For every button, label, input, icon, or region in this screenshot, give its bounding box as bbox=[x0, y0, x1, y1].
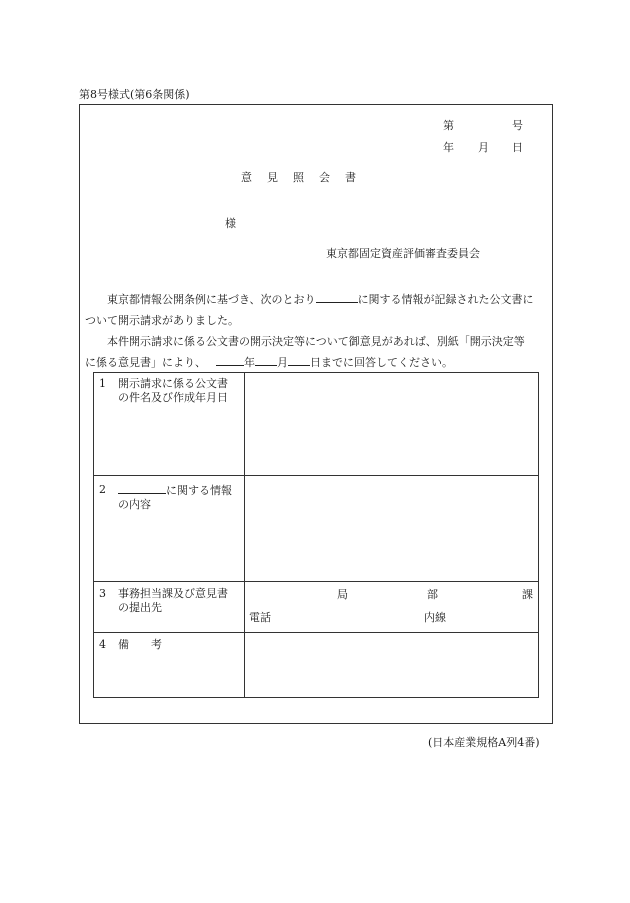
row-label-line: 備 考 bbox=[118, 638, 162, 651]
header-nichi: 日 bbox=[512, 141, 523, 154]
p2-blank-year bbox=[216, 355, 244, 366]
row-number: 1 bbox=[99, 377, 106, 390]
header-gatsu: 月 bbox=[478, 141, 489, 154]
header-nen: 年 bbox=[443, 141, 454, 154]
row-3-naisen: 内線 bbox=[424, 611, 446, 624]
row-label-line: 開示請求に係る公文書 bbox=[118, 377, 228, 390]
row-number: 2 bbox=[99, 483, 106, 496]
p2-nen: 年 bbox=[244, 356, 255, 369]
row-label-line: 事務担当課及び意見書 bbox=[118, 587, 228, 600]
row-number: 3 bbox=[99, 587, 106, 600]
row-number: 4 bbox=[99, 638, 106, 651]
p1-before: 東京都情報公開条例に基づき、次のとおり bbox=[107, 293, 316, 306]
document-title: 意 見 照 会 書 bbox=[241, 171, 358, 184]
table-row-2-value[interactable] bbox=[245, 476, 539, 580]
row-3-kyoku: 局 bbox=[337, 588, 348, 601]
p2-blank-day bbox=[288, 355, 310, 366]
p2-line2a: に係る意見書」により、 bbox=[85, 356, 206, 369]
row-label-line: の内容 bbox=[118, 498, 151, 511]
issuer-name: 東京都固定資産評価審査委員会 bbox=[326, 247, 480, 260]
row-label-line: の件名及び作成年月日 bbox=[118, 391, 228, 404]
p1-line2: ついて開示請求がありました。 bbox=[85, 314, 239, 327]
header-go: 号 bbox=[512, 119, 523, 132]
table-row-divider bbox=[94, 581, 538, 582]
p2-gatsu: 月 bbox=[277, 356, 288, 369]
row-label-line: に関する情報 bbox=[166, 484, 232, 497]
header-dai: 第 bbox=[443, 119, 454, 132]
row-3-ka: 課 bbox=[522, 588, 533, 601]
form-number: 第8号様式(第6条関係) bbox=[79, 88, 190, 101]
table-row-4-label bbox=[94, 638, 244, 652]
body-paragraph-1 bbox=[85, 289, 551, 331]
table-row-4-value[interactable] bbox=[245, 633, 539, 697]
info-table bbox=[93, 372, 539, 698]
p2-line1: 本件開示請求に係る公文書の開示決定等について御意見があれば、別紙「開示決定等 bbox=[107, 335, 525, 348]
p2-blank-month bbox=[255, 355, 277, 366]
p1-blank bbox=[316, 292, 358, 303]
row-3-denwa: 電話 bbox=[249, 611, 271, 624]
row-2-blank bbox=[118, 483, 166, 494]
body-paragraph-2 bbox=[85, 331, 551, 373]
table-row-2-label bbox=[94, 483, 244, 512]
row-label-line: の提出先 bbox=[118, 601, 162, 614]
footer-standard: (日本産業規格A列4番) bbox=[428, 736, 540, 749]
row-3-bu: 部 bbox=[427, 588, 438, 601]
table-row-1-value[interactable] bbox=[245, 373, 539, 474]
p1-after: に関する情報が記録された公文書に bbox=[357, 293, 534, 306]
table-row-3-label bbox=[94, 587, 244, 615]
addressee-suffix: 様 bbox=[225, 217, 236, 230]
p2-nichi-after: 日までに回答してください。 bbox=[310, 356, 453, 369]
table-row-1-label bbox=[94, 377, 244, 405]
